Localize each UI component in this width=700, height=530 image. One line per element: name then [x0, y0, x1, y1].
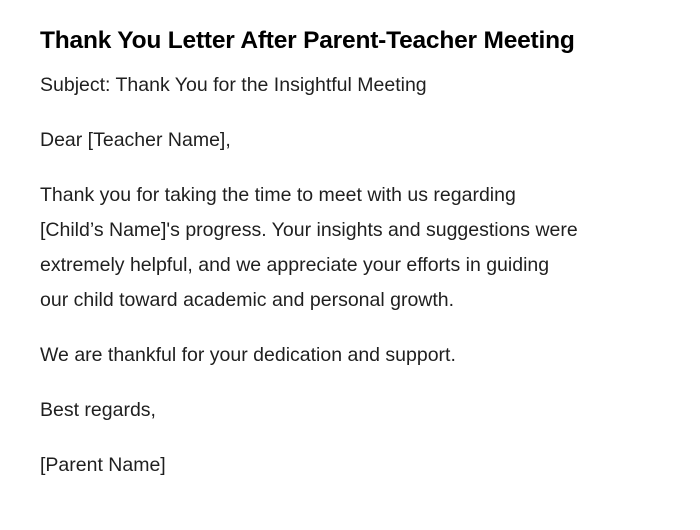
letter-closing: Best regards,	[40, 399, 156, 421]
letter-title: Thank You Letter After Parent-Teacher Meeting	[40, 27, 575, 54]
body-line: our child toward academic and personal growth.	[40, 289, 455, 311]
letter-thanks: We are thankful for your dedication and support.	[40, 344, 456, 366]
body-line: extremely helpful, and we appreciate your efforts in guiding	[40, 254, 550, 276]
letter-signature: [Parent Name]	[40, 454, 166, 476]
body-line: [Child’s Name]'s progress. Your insights and suggestions were	[40, 219, 578, 241]
letter-body-paragraph	[40, 178, 650, 318]
letter-subject: Subject: Thank You for the Insightful Meeting	[40, 74, 427, 96]
body-line: Thank you for taking the time to meet with us regarding	[40, 184, 516, 206]
letter	[40, 24, 650, 483]
letter-greeting: Dear [Teacher Name],	[40, 129, 231, 151]
